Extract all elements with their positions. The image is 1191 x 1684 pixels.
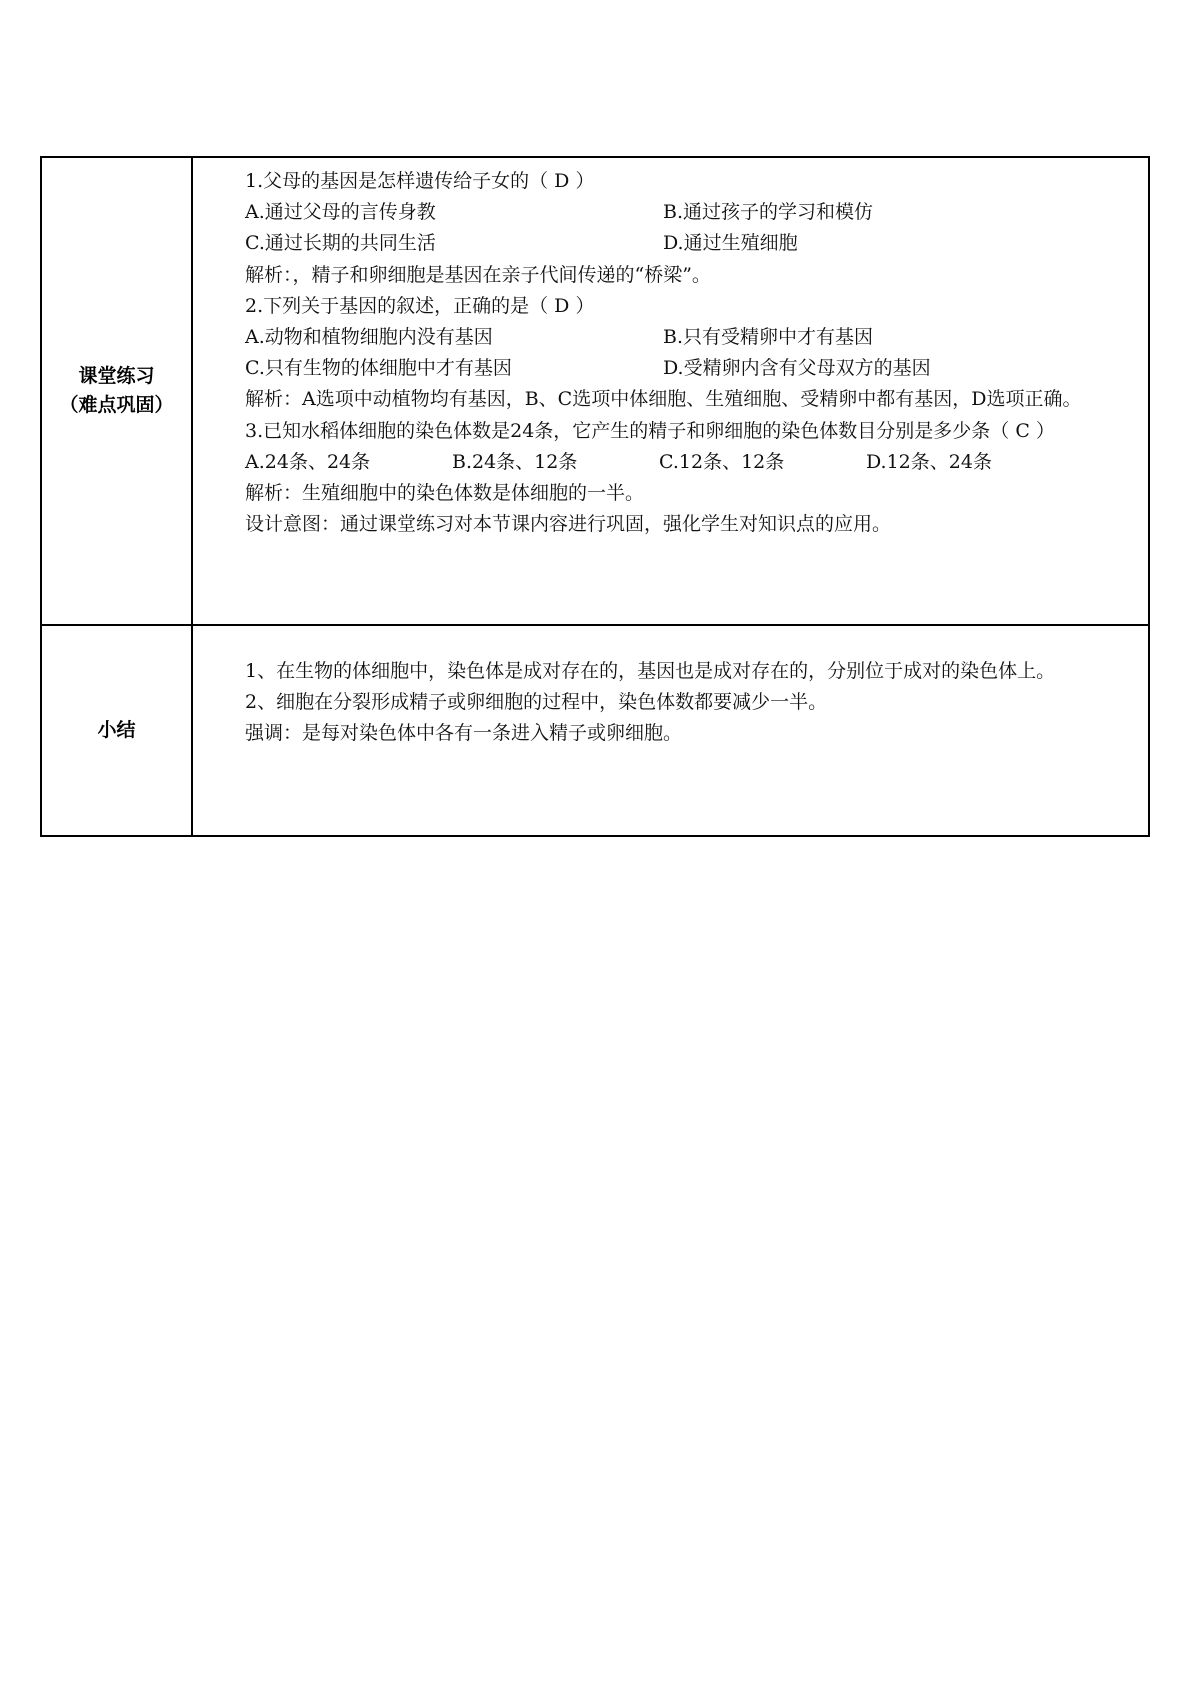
practice-content-cell bbox=[192, 157, 1149, 625]
question-1-option-d: D.通过生殖细胞 bbox=[663, 232, 798, 255]
question-1-option-a: A.通过父母的言传身教 bbox=[245, 201, 436, 224]
question-3-option-c: C.12条、12条 bbox=[659, 450, 785, 473]
question-3-option-a: A.24条、24条 bbox=[245, 450, 371, 473]
summary-point-1: 1、在生物的体细胞中，染色体是成对存在的，基因也是成对存在的，分别位于成对的染色体上。 bbox=[245, 660, 1056, 682]
practice-label-title: 课堂练习 bbox=[78, 365, 155, 387]
question-2-options-ab bbox=[205, 322, 1138, 353]
question-3-analysis: 解析：生殖细胞中的染色体数是体细胞的一半。 bbox=[245, 482, 645, 505]
question-1-option-c: C.通过长期的共同生活 bbox=[245, 232, 436, 255]
question-3-option-b: B.24条、12条 bbox=[452, 450, 578, 473]
question-1-stem: 1.父母的基因是怎样遗传给子女的（ D ） bbox=[245, 170, 595, 192]
summary-label-cell bbox=[41, 625, 192, 836]
summary-content-cell bbox=[192, 625, 1149, 836]
question-2-analysis: 解析：A选项中动植物均有基因，B、C选项中体细胞、生殖细胞、受精卵中都有基因，D选项正确。 bbox=[245, 388, 1082, 411]
question-3-stem: 3.已知水稻体细胞的染色体数是24条，它产生的精子和卵细胞的染色体数目分别是多少条（ C ） bbox=[245, 419, 1055, 442]
question-2-options-cd bbox=[205, 353, 1138, 384]
question-1-options-ab bbox=[205, 197, 1138, 228]
summary-row bbox=[41, 625, 1149, 836]
lesson-plan-table bbox=[40, 156, 1150, 837]
summary-emphasis: 强调：是每对染色体中各有一条进入精子或卵细胞。 bbox=[245, 722, 683, 745]
design-intent: 设计意图：通过课堂练习对本节课内容进行巩固，强化学生对知识点的应用。 bbox=[245, 513, 892, 536]
question-1-analysis: 解析：，精子和卵细胞是基因在亲子代间传递的“桥梁”。 bbox=[245, 263, 711, 286]
practice-row bbox=[41, 157, 1149, 625]
question-2-option-b: B.只有受精卵中才有基因 bbox=[663, 326, 874, 349]
question-2-option-c: C.只有生物的体细胞中才有基因 bbox=[245, 357, 512, 380]
question-2-option-a: A.动物和植物细胞内没有基因 bbox=[245, 326, 493, 349]
summary-point-2: 2、细胞在分裂形成精子或卵细胞的过程中，染色体数都要减少一半。 bbox=[245, 691, 828, 714]
summary-label: 小结 bbox=[97, 719, 136, 741]
question-3-option-d: D.12条、24条 bbox=[866, 450, 992, 473]
practice-label-cell bbox=[41, 157, 192, 625]
question-2-option-d: D.受精卵内含有父母双方的基因 bbox=[663, 357, 931, 380]
summary-body bbox=[205, 634, 1138, 750]
practice-label-subtitle: （难点巩固） bbox=[59, 394, 174, 416]
question-3-options bbox=[205, 447, 1138, 478]
question-1-options-cd bbox=[205, 228, 1138, 259]
question-2-stem: 2.下列关于基因的叙述，正确的是（ D ） bbox=[245, 294, 595, 317]
question-1-option-b: B.通过孩子的学习和模仿 bbox=[663, 201, 874, 224]
